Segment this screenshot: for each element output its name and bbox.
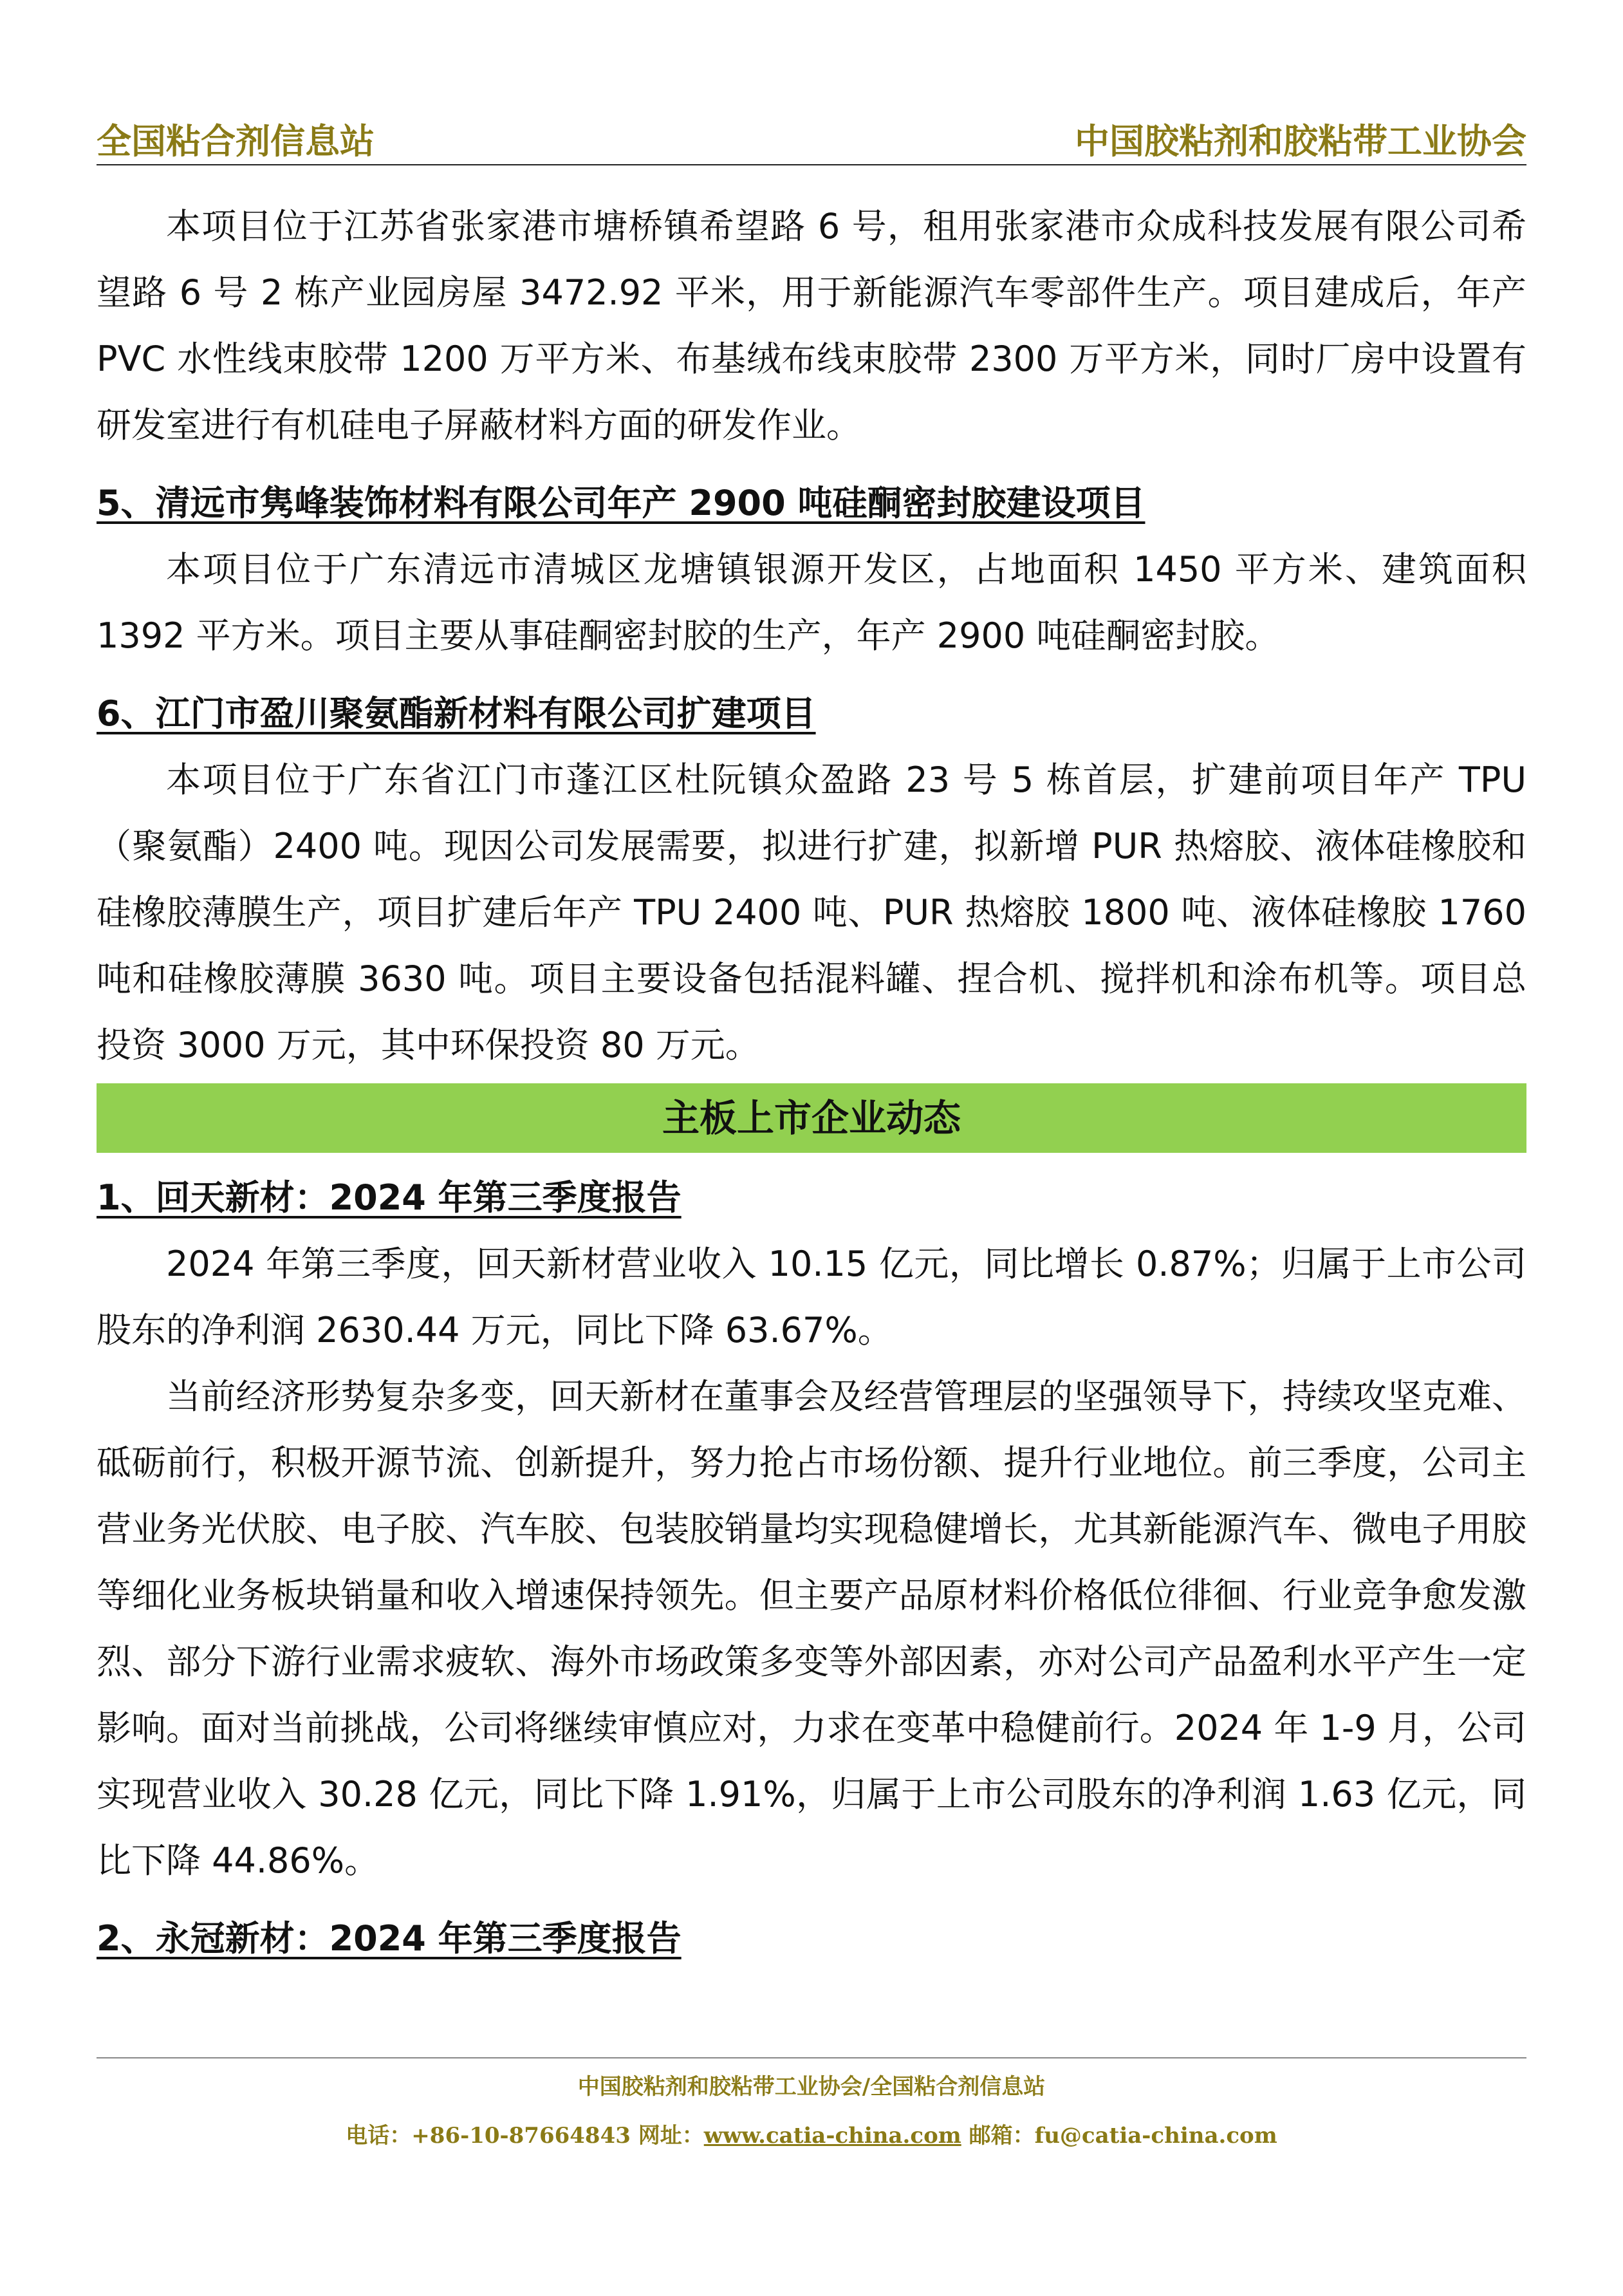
footer-contact xyxy=(97,2116,1526,2155)
document-body xyxy=(97,193,1526,1972)
footer-phone: 电话：+86-10-87664843 网址： xyxy=(346,2123,704,2149)
intro-paragraph: 本项目位于江苏省张家港市塘桥镇希望路 6 号，租用张家港市众成科技发展有限公司希望路 6 号 2 栋产业园房屋 3472.92 平米，用于新能源汽车零部件生产。项目建成后，年产 PVC 水性线束胶带 1200 万平方米、布基绒布线束胶带 2300 万平方米，同时厂房中设置有研发室进行有机硅电子屏蔽材料方面的研发作业。 xyxy=(97,206,1526,445)
section-heading-5 xyxy=(97,470,1526,536)
section-heading-6 xyxy=(97,680,1526,747)
category-banner: 主板上市企业动态 xyxy=(97,1083,1526,1153)
header-site-name: 全国粘合剂信息站 xyxy=(97,121,375,162)
footer-email: 邮箱：fu@catia-china.com xyxy=(961,2123,1277,2149)
page-header xyxy=(97,119,1526,165)
market-heading-2-text: 2、永冠新材：2024 年第三季度报告 xyxy=(97,1918,682,1959)
section-heading-6-text: 6、江门市盈川聚氨酯新材料有限公司扩建项目 xyxy=(97,693,816,734)
market-heading-1 xyxy=(97,1164,1526,1231)
page-footer xyxy=(97,2057,1526,2155)
section-6-paragraph: 本项目位于广东省江门市蓬江区杜阮镇众盈路 23 号 5 栋首层，扩建前项目年产 TPU（聚氨酯）2400 吨。现因公司发展需要，拟进行扩建，拟新增 PUR 热熔胶、液体硅橡胶和硅橡胶薄膜生产，项目扩建后年产 TPU 2400 吨、PUR 热熔胶 1800 吨、液体硅橡胶 1760 吨和硅橡胶薄膜 3630 吨。项目主要设备包括混料罐、捏合机、搅拌机和涂布机等。项目总投资 3000 万元，其中环保投资 80 万元。 xyxy=(97,760,1526,1065)
section-5-paragraph: 本项目位于广东清远市清城区龙塘镇银源开发区，占地面积 1450 平方米、建筑面积 1392 平方米。项目主要从事硅酮密封胶的生产，年产 2900 吨硅酮密封胶。 xyxy=(97,549,1526,656)
footer-website-link[interactable]: www.catia-china.com xyxy=(703,2123,961,2149)
market-heading-1-text: 1、回天新材：2024 年第三季度报告 xyxy=(97,1177,682,1218)
market-1-paragraph-b: 当前经济形势复杂多变，回天新材在董事会及经营管理层的坚强领导下，持续攻坚克难、砥砺前行，积极开源节流、创新提升，努力抢占市场份额、提升行业地位。前三季度，公司主营业务光伏胶、电子胶、汽车胶、包装胶销量均实现稳健增长，尤其新能源汽车、微电子用胶等细化业务板块销量和收入增速保持领先。但主要产品原材料价格低位徘徊、行业竞争愈发激烈、部分下游行业需求疲软、海外市场政策多变等外部因素，亦对公司产品盈利水平产生一定影响。面对当前挑战，公司将继续审慎应对，力求在变革中稳健前行。2024 年 1-9 月，公司实现营业收入 30.28 亿元，同比下降 1.91%，归属于上市公司股东的净利润 1.63 亿元，同比下降 44.86%。 xyxy=(97,1376,1526,1881)
market-heading-2 xyxy=(97,1905,1526,1972)
header-association-name: 中国胶粘剂和胶粘带工业协会 xyxy=(1075,121,1526,162)
market-1-paragraph-a: 2024 年第三季度，回天新材营业收入 10.15 亿元，同比增长 0.87%；归属于上市公司股东的净利润 2630.44 万元，同比下降 63.67%。 xyxy=(97,1244,1526,1350)
footer-organization: 中国胶粘剂和胶粘带工业协会/全国粘合剂信息站 xyxy=(577,2074,1046,2100)
section-heading-5-text: 5、清远市隽峰装饰材料有限公司年产 2900 吨硅酮密封胶建设项目 xyxy=(97,483,1145,523)
